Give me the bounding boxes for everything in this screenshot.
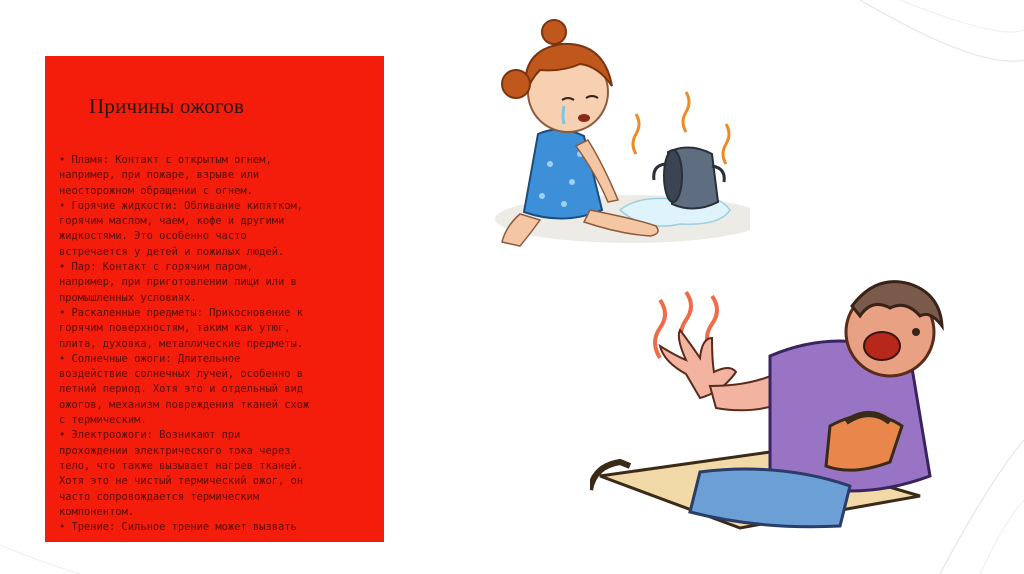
man-iron-burn-illustration (590, 276, 950, 536)
girl-burn-illustration (480, 14, 750, 254)
slide-title: Причины ожогов (89, 94, 245, 118)
causes-list (59, 153, 379, 535)
cause-steam: • Пар: Контакт с горячим паром, например, при приготовлении пищи или в промышленных условиях. (59, 261, 297, 304)
cause-hot-liquids: • Горячие жидкости: Обливание кипятком, горячим маслом, чаем, кофе и другими жидкостями. Это особенно часто встречается у детей и пожилых людей. (59, 199, 303, 258)
cause-hot-objects: • Раскаленные предметы: Прикосновение к горячим поверхностям, таким как утюг, плита, духовка, металлические предметы. (59, 306, 303, 350)
cause-electrical: • Электроожоги: Возникают при прохождении электрического тока через тело, что также вызывает нагрев тканей. Хотя это не чистый термический ожог, он часто сопровождается термическим компонентом. (59, 429, 303, 518)
content-panel (45, 56, 384, 542)
cause-friction: • Трение: Сильное трение может вызвать (59, 521, 297, 534)
cause-flame: • Пламя: Контакт с открытым огнем, например, при пожаре, взрыве или неосторожном обращении с огнем. (59, 154, 272, 197)
cause-sunburn: • Солнечные ожоги: Длительное воздействие солнечных лучей, особенно в летний период. Хотя это и отдельный вид ожогов, механизм повреждения тканей схож с термическим. (59, 352, 310, 427)
